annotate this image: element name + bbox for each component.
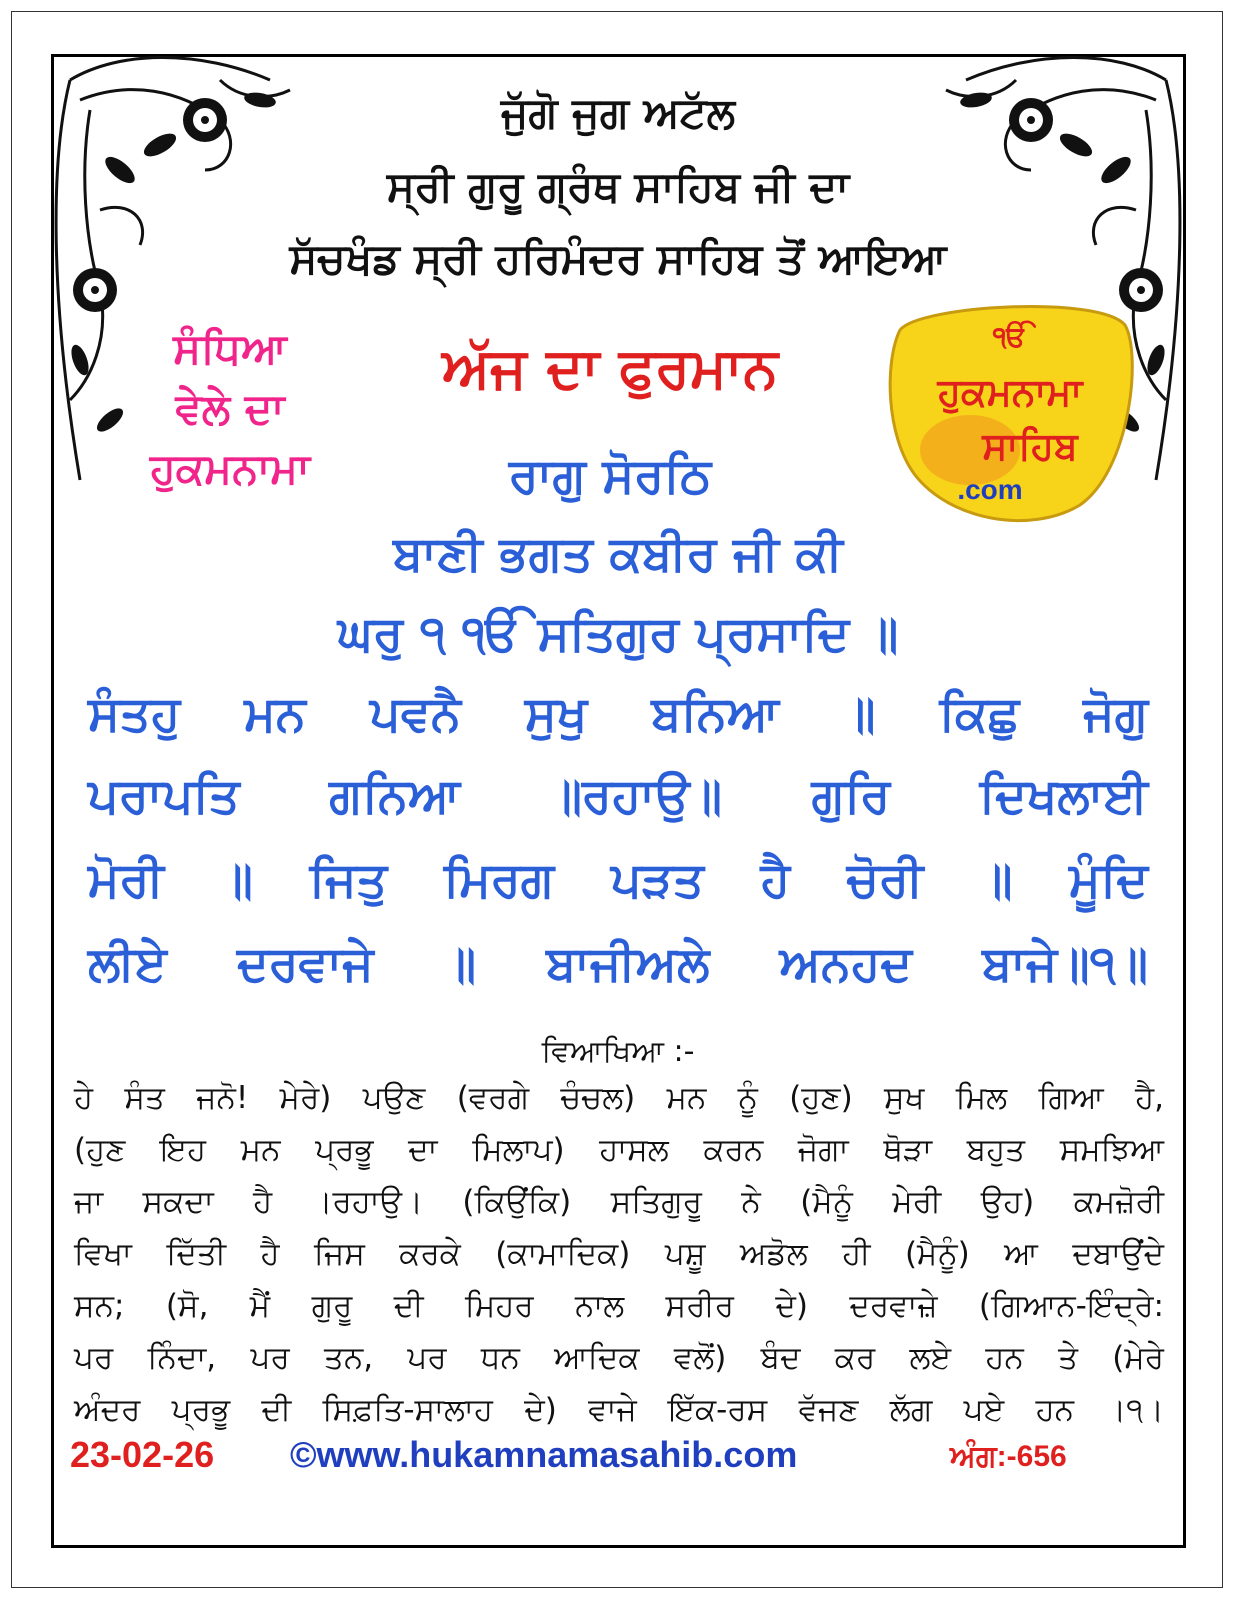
logo-line-3: .com: [957, 474, 1023, 505]
vyakhia-line: ਪਰ ਨਿੰਦਾ, ਪਰ ਤਨ, ਪਰ ਧਨ ਆਦਿਕ ਵਲੋਂ) ਬੰਦ ਕਰ ਲਏ ਹਨ ਤੇ (ਮੇਰੇ: [74, 1340, 1164, 1376]
verse-line: ਲੀਏ ਦਰਵਾਜੇ ॥ ਬਾਜੀਅਲੇ ਅਨਹਦ ਬਾਜੇ॥੧॥: [88, 936, 1148, 992]
hukamnama-sahib-logo: [880, 300, 1140, 530]
verse-line: ਮੋਰੀ ॥ ਜਿਤੁ ਮਿਰਗ ਪੜਤ ਹੈ ਚੋਰੀ ॥ ਮੂੰਦਿ: [88, 852, 1148, 908]
evening-label-line-2: ਵੇਲੇ ਦਾ: [175, 384, 285, 433]
ghar-mangal: ਘਰੁ ੧ ੴ ਸਤਿਗੁਰ ਪ੍ਰਸਾਦਿ ॥: [337, 606, 899, 662]
raag-title: ਰਾਗੁ ਸੋਰਠਿ: [508, 448, 712, 504]
evening-label-line-3: ਹੁਕਮਨਾਮਾ: [150, 444, 310, 493]
logo-line-2: ਸਾਹਿਬ: [982, 424, 1078, 468]
evening-label-line-1: ਸੰਧਿਆ: [173, 324, 287, 373]
vyakhia-line: ਹੇ ਸੰਤ ਜਨੋ! ਮੇਰੇ) ਪਉਣ (ਵਰਗੇ ਚੰਚਲ) ਮਨ ਨੂੰ (ਹੁਣ) ਸੁਖ ਮਿਲ ਗਿਆ ਹੈ,: [74, 1080, 1164, 1116]
bani-title: ਬਾਣੀ ਭਗਤ ਕਬੀਰ ਜੀ ਕੀ: [393, 526, 843, 582]
verse-line: ਸੰਤਹੁ ਮਨ ਪਵਨੈ ਸੁਖੁ ਬਨਿਆ ॥ ਕਿਛੁ ਜੋਗੁ: [88, 686, 1148, 742]
todays-farman-title: ਅੱਜ ਦਾ ਫੁਰਮਾਨ: [442, 336, 778, 401]
logo-line-1: ਹੁਕਮਨਾਮਾ: [937, 370, 1083, 414]
vyakhia-line: ਵਿਖਾ ਦਿੱਤੀ ਹੈ ਜਿਸ ਕਰਕੇ (ਕਾਮਾਦਿਕ) ਪਸ਼ੂ ਅਡੋਲ ਹੀ (ਮੈਨੂੰ) ਆ ਦਬਾਉਂਦੇ: [74, 1236, 1164, 1272]
footer-date: 23-02-26: [70, 1434, 215, 1475]
footer-website-link[interactable]: ©www.hukamnamasahib.com: [290, 1434, 798, 1475]
header-line-3: ਸੱਚਖੰਡ ਸ੍ਰੀ ਹਰਿਮੰਦਰ ਸਾਹਿਬ ਤੋਂ ਆਇਆ: [289, 234, 947, 283]
vyakhia-line: ਅੰਦਰ ਪ੍ਰਭੂ ਦੀ ਸਿਫ਼ਤਿ-ਸਾਲਾਹ ਦੇ) ਵਾਜੇ ਇੱਕ-ਰਸ ਵੱਜਣ ਲੱਗ ਪਏ ਹਨ ।੧।: [74, 1392, 1164, 1428]
logo-ik-onkar: ੴ: [992, 320, 1028, 353]
footer-ang: ਅੰਗ:-656: [950, 1440, 1067, 1473]
header-line-2: ਸ੍ਰੀ ਗੁਰੂ ਗ੍ਰੰਥ ਸਾਹਿਬ ਜੀ ਦਾ: [386, 162, 850, 211]
vyakhia-line: (ਹੁਣ ਇਹ ਮਨ ਪ੍ਰਭੂ ਦਾ ਮਿਲਾਪ) ਹਾਸਲ ਕਰਨ ਜੋਗਾ ਥੋੜਾ ਬਹੁਤ ਸਮਝਿਆ: [74, 1132, 1164, 1168]
vyakhia-line: ਜਾ ਸਕਦਾ ਹੈ ।ਰਹਾਉ। (ਕਿਉਂਕਿ) ਸਤਿਗੁਰੂ ਨੇ (ਮੈਨੂੰ ਮੇਰੀ ਉਹ) ਕਮਜ਼ੋਰੀ: [74, 1184, 1164, 1220]
vyakhia-line: ਸਨ; (ਸੋ, ਮੈਂ ਗੁਰੂ ਦੀ ਮਿਹਰ ਨਾਲ ਸਰੀਰ ਦੇ) ਦਰਵਾਜ਼ੇ (ਗਿਆਨ-ਇੰਦ੍ਰੇ:: [74, 1288, 1164, 1324]
verse-line: ਪਰਾਪਤਿ ਗਨਿਆ ॥ਰਹਾਉ॥ ਗੁਰਿ ਦਿਖਲਾਈ: [88, 768, 1148, 824]
header-line-1: ਜੁੱਗੋ ਜੁਗ ਅਟੱਲ: [501, 88, 735, 137]
vyakhia-heading: ਵਿਆਖਿਆ :-: [541, 1034, 695, 1069]
